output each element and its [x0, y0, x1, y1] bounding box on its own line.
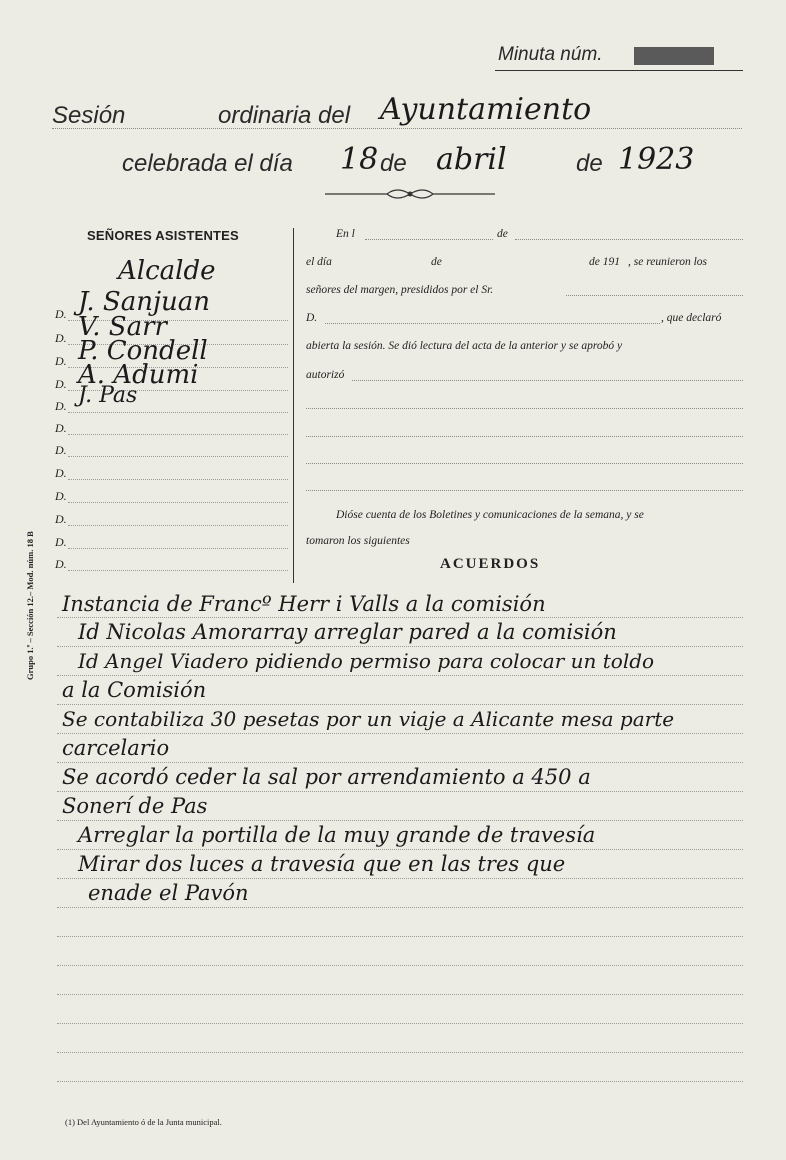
attendee-prefix: D. [55, 331, 67, 345]
de-label-1: de [380, 150, 407, 177]
ruled-line [57, 907, 743, 908]
minuta-number-redacted [634, 47, 714, 65]
agreement-entry: Id Nicolas Amorarray arreglar pared a la comisión [78, 620, 617, 644]
diose-label-2: tomaron los siguientes [306, 535, 410, 547]
agreement-entry: a la Comisión [62, 678, 207, 702]
year-handwritten: 1923 [618, 142, 695, 177]
ordinaria-label: ordinaria del [218, 102, 351, 129]
day-handwritten: 18 [340, 142, 379, 177]
que-declaro-label: , que declaró [661, 312, 722, 324]
attendee-line [68, 525, 288, 526]
attendee-prefix: D. [55, 399, 67, 413]
acuerdos-title: ACUERDOS [440, 556, 541, 572]
senores-margen-label: señores del margen, presididos por el Sr. [306, 284, 494, 296]
ruled-line [57, 646, 743, 647]
attendee-line [68, 456, 288, 457]
reunieron-label: , se reunieron los [628, 256, 708, 268]
ayuntamiento-handwritten: Ayuntamiento [380, 92, 592, 127]
footnote: (1) Del Ayuntamiento ó de la Junta municipal. [65, 1117, 222, 1127]
ruled-line [57, 849, 743, 850]
column-divider [293, 228, 294, 583]
d-line [325, 323, 660, 324]
autorizo-label: autorizó [306, 369, 345, 381]
agreement-entry: carcelario [62, 736, 170, 760]
attendee-prefix: D. [55, 421, 67, 435]
attendee-prefix: D. [55, 443, 67, 457]
agreement-entry: Mirar dos luces a travesía que en las tres que [78, 852, 566, 876]
agreement-entry: Id Angel Viadero pidiendo permiso para colocar un toldo [78, 649, 655, 673]
el-dia-label: el día [306, 256, 332, 268]
attendee-line [68, 412, 288, 413]
ruled-line [57, 1052, 743, 1053]
attendee-prefix: D. [55, 535, 67, 549]
month-handwritten: abril [436, 142, 507, 177]
attendee-prefix: D. [55, 466, 67, 480]
abierta-label: abierta la sesión. Se dió lectura del acta de la anterior y se aprobó y [306, 340, 623, 352]
attendee-line [68, 434, 288, 435]
diose-label-1: Dióse cuenta de los Boletines y comunicaciones de la semana, y se [336, 509, 644, 521]
ruled-line [57, 704, 743, 705]
attendee-prefix: D. [55, 354, 67, 368]
autorizo-line [352, 380, 743, 381]
ruled-line [57, 994, 743, 995]
senores-asistentes-title: SEÑORES ASISTENTES [87, 228, 239, 243]
ruled-line [57, 762, 743, 763]
intro-line [306, 436, 743, 437]
ruled-line [57, 617, 743, 618]
ornament-divider [325, 186, 495, 202]
ruled-line [57, 1023, 743, 1024]
ruled-line [57, 1081, 743, 1082]
en-label: En l [336, 228, 355, 240]
attendee-prefix: D. [55, 307, 67, 321]
celebrada-label: celebrada el día [122, 150, 293, 177]
agreement-entry: Sonerí de Pas [62, 794, 208, 818]
attendee-line [68, 548, 288, 549]
agreement-entry: Instancia de Francº Herr i Valls a la comisión [62, 592, 546, 616]
ruled-line [57, 675, 743, 676]
d-label: D. [306, 312, 318, 324]
minuta-label: Minuta núm. [498, 44, 603, 65]
agreement-entry: Arreglar la portilla de la muy grande de travesía [78, 823, 596, 847]
attendee-prefix: D. [55, 557, 67, 571]
alcalde-handwritten: Alcalde [118, 256, 216, 286]
de-line [515, 239, 743, 240]
form-side-note: Grupo 1.º – Sección 12.– Mod. núm. 18 B [25, 531, 35, 680]
ruled-line [57, 936, 743, 937]
intro-line [306, 463, 743, 464]
de-label-2: de [576, 150, 603, 177]
attendee-prefix: D. [55, 489, 67, 503]
ruled-line [57, 878, 743, 879]
attendee-name: P. Condell [78, 336, 208, 366]
ruled-line [57, 965, 743, 966]
agreement-entry: enade el Pavón [88, 881, 249, 905]
de-191-label: de 191 [589, 256, 620, 268]
intro-line [306, 408, 743, 409]
attendee-line [68, 479, 288, 480]
ruled-line [57, 733, 743, 734]
attendee-prefix: D. [55, 512, 67, 526]
heading-line-1 [52, 128, 742, 129]
minuta-underline [495, 70, 743, 71]
intro-line [306, 490, 743, 491]
attendee-line [68, 570, 288, 571]
attendee-line [68, 502, 288, 503]
de-label: de [497, 228, 508, 240]
en-line [365, 239, 493, 240]
attendee-name: V. Sarr [78, 312, 167, 342]
ruled-line [57, 820, 743, 821]
attendee-name: J. Pas [78, 383, 138, 408]
attendee-prefix: D. [55, 377, 67, 391]
de-label-2: de [431, 256, 442, 268]
agreement-entry: Se contabiliza 30 pesetas por un viaje a Alicante mesa parte [62, 707, 675, 731]
presidido-line [566, 295, 743, 296]
attendee-name: J. Sanjuan [78, 287, 211, 317]
agreement-entry: Se acordó ceder la sal por arrendamiento a 450 a [62, 765, 591, 789]
sesion-label: Sesión [52, 102, 126, 129]
attendee-name: A. Adumi [78, 360, 199, 390]
ruled-line [57, 791, 743, 792]
